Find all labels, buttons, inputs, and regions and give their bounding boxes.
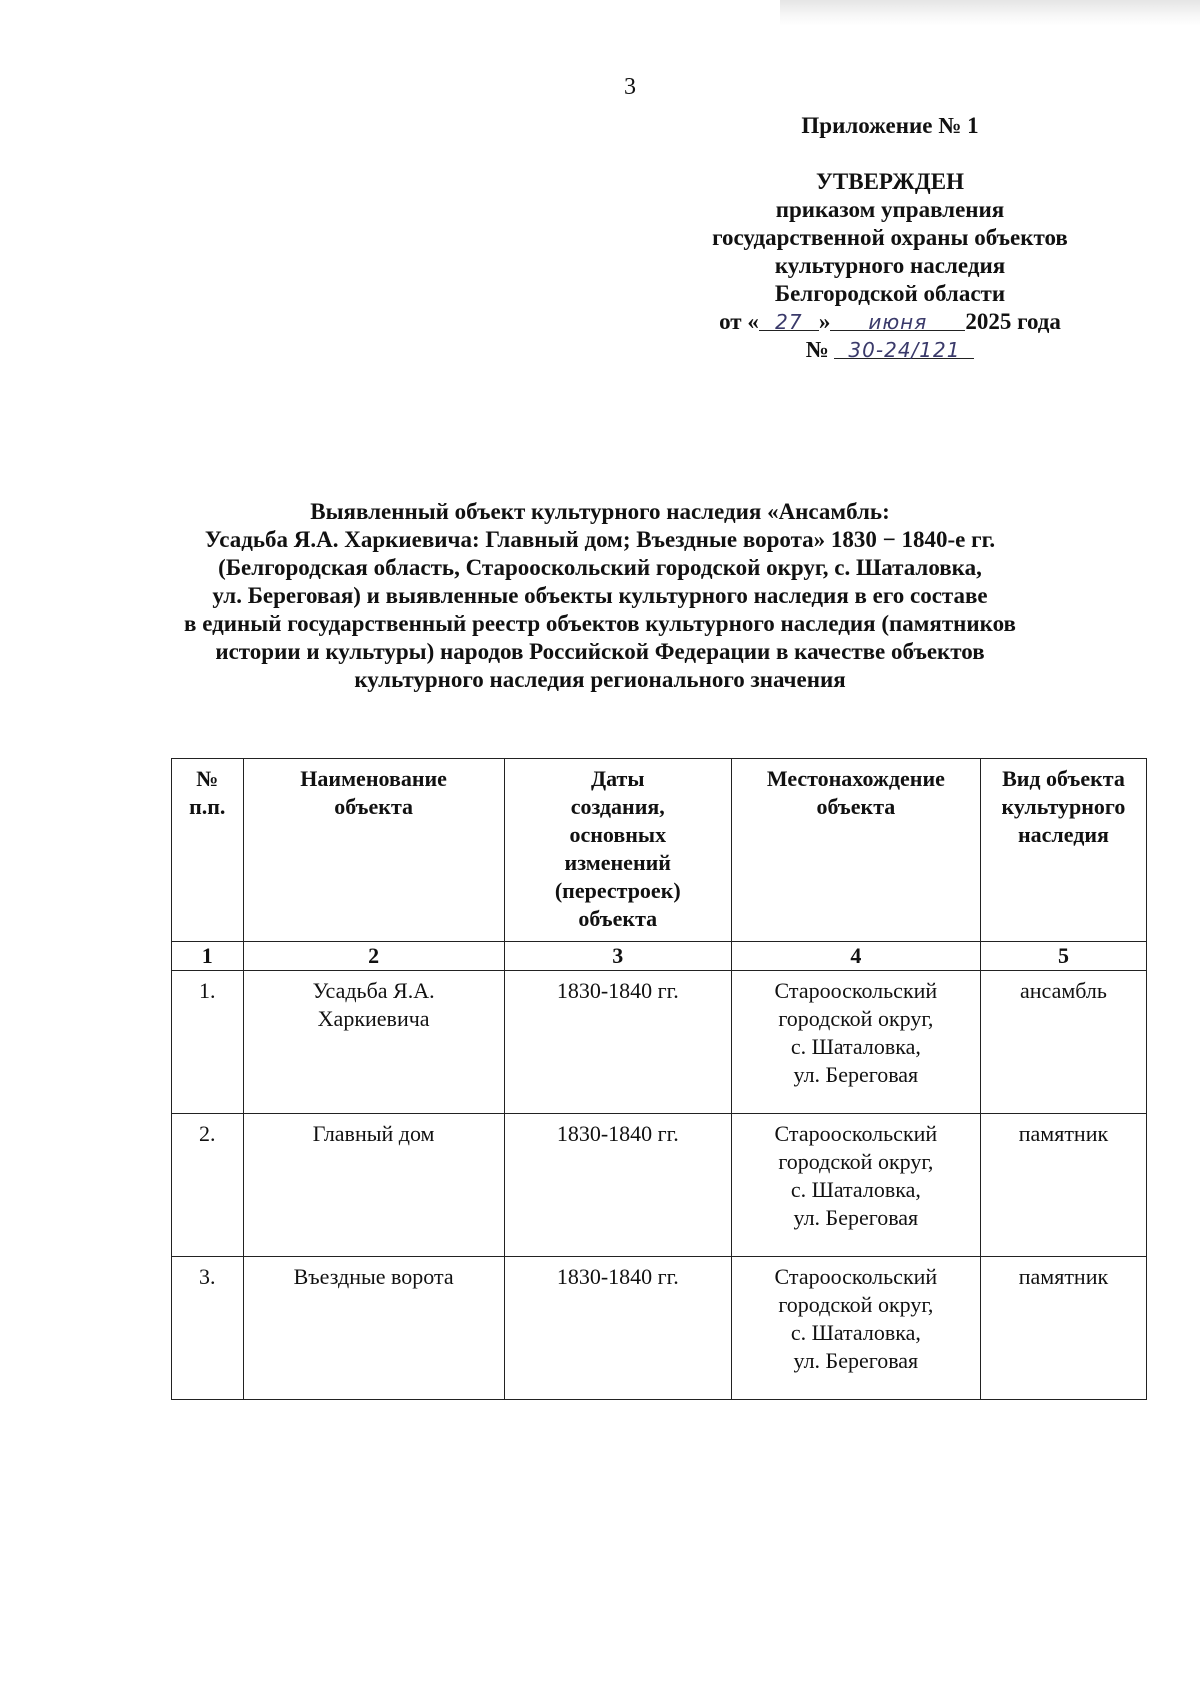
table-row <box>172 971 1147 1114</box>
registry-table <box>171 758 1147 1400</box>
table-row <box>172 1257 1147 1400</box>
header-name: Наименование объекта <box>243 759 504 942</box>
cell-name: Усадьба Я.А. Харкиевича <box>243 971 504 1114</box>
column-number: 5 <box>980 942 1146 971</box>
date-mid: » <box>818 309 831 334</box>
cell-number: 3. <box>172 1257 244 1400</box>
cell-location: Старооскольский городской округ, с. Шаталовка, ул. Береговая <box>731 1114 980 1257</box>
column-number: 4 <box>731 942 980 971</box>
cell-type: ансамбль <box>980 971 1146 1114</box>
cell-location: Старооскольский городской округ, с. Шаталовка, ул. Береговая <box>731 971 980 1114</box>
number-prefix: № <box>805 337 829 362</box>
scan-edge-shadow <box>780 0 1200 26</box>
column-number: 1 <box>172 942 244 971</box>
document-title <box>60 498 1140 694</box>
approval-line: культурного наследия <box>774 253 1006 278</box>
approved-heading: УТВЕРЖДЕН <box>816 169 964 194</box>
approval-number <box>660 336 1120 364</box>
approval-block <box>660 112 1120 364</box>
header-type: Вид объекта культурного наследия <box>980 759 1146 942</box>
cell-dates: 1830-1840 гг. <box>504 971 731 1114</box>
number-field <box>834 336 974 362</box>
table-header-row <box>172 759 1147 942</box>
page-number: 3 <box>624 74 636 100</box>
column-number: 2 <box>243 942 504 971</box>
appendix-label: Приложение № 1 <box>801 113 979 138</box>
column-numbering-row <box>172 942 1147 971</box>
number-handwritten: 30-24/121 <box>848 338 961 362</box>
cell-type: памятник <box>980 1257 1146 1400</box>
title-line: (Белгородская область, Старооскольский городской округ, с. Шаталовка, <box>218 555 982 580</box>
cell-dates: 1830-1840 гг. <box>504 1257 731 1400</box>
title-line: в единый государственный реестр объектов культурного наследия (памятников <box>184 611 1016 636</box>
approval-line: Белгородской области <box>774 281 1006 306</box>
cell-name: Главный дом <box>243 1114 504 1257</box>
date-month-field <box>830 308 965 334</box>
cell-dates: 1830-1840 гг. <box>504 1114 731 1257</box>
title-line: истории и культуры) народов Российской Федерации в качестве объектов <box>215 639 985 664</box>
cell-number: 1. <box>172 971 244 1114</box>
date-month-handwritten: июня <box>868 310 928 334</box>
approval-line: приказом управления <box>775 197 1005 222</box>
table-row <box>172 1114 1147 1257</box>
cell-number: 2. <box>172 1114 244 1257</box>
date-prefix: от « <box>719 309 759 334</box>
approval-line: государственной охраны объектов <box>712 225 1068 250</box>
date-year: 2025 года <box>965 309 1061 334</box>
cell-location: Старооскольский городской округ, с. Шаталовка, ул. Береговая <box>731 1257 980 1400</box>
header-location: Местонахождение объекта <box>731 759 980 942</box>
title-line: культурного наследия регионального значения <box>354 667 846 692</box>
cell-type: памятник <box>980 1114 1146 1257</box>
date-day-handwritten: 27 <box>775 310 803 334</box>
title-line: Усадьба Я.А. Харкиевича: Главный дом; Въездные ворота» 1830 − 1840-е гг. <box>204 527 996 552</box>
title-line: Выявленный объект культурного наследия «Ансамбль: <box>310 499 890 524</box>
header-number: № п.п. <box>172 759 244 942</box>
column-number: 3 <box>504 942 731 971</box>
cell-name: Въездные ворота <box>243 1257 504 1400</box>
header-dates: Даты создания, основных изменений (перестроек) объекта <box>504 759 731 942</box>
title-line: ул. Береговая) и выявленные объекты культурного наследия в его составе <box>212 583 988 608</box>
date-day-field <box>759 308 819 334</box>
approval-date <box>660 308 1120 336</box>
spacer <box>660 140 1120 168</box>
